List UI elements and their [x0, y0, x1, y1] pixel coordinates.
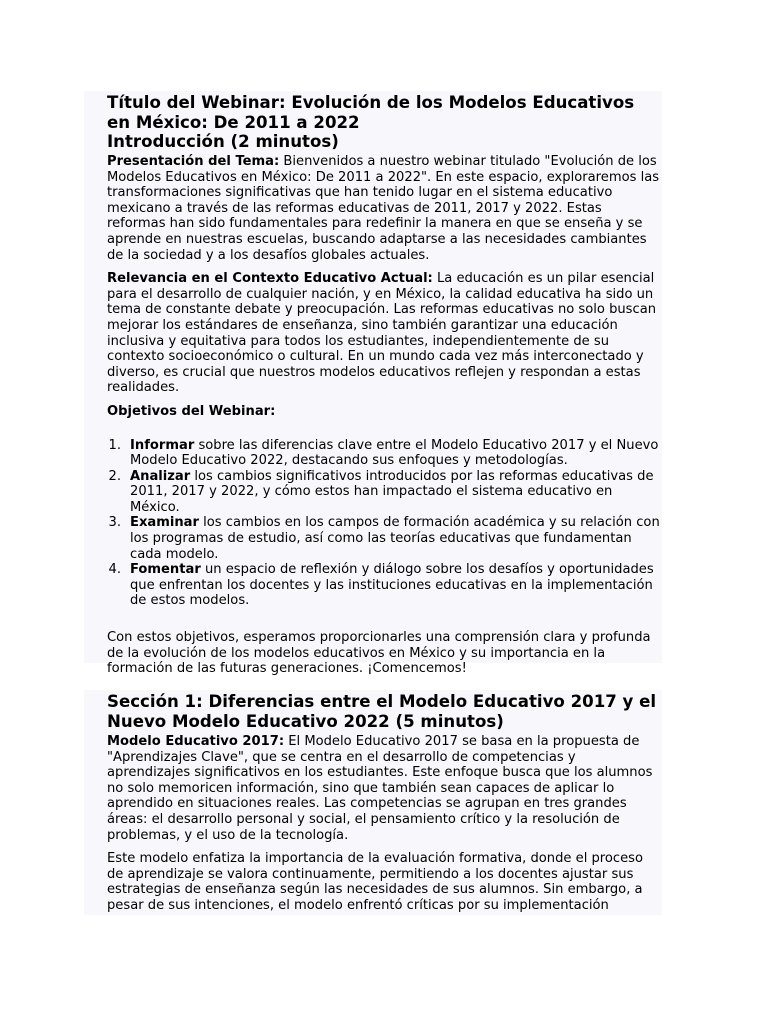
model2017-paragraph — [107, 734, 660, 843]
intro-block — [84, 91, 662, 677]
webinar-title: Título del Webinar: Evolución de los Modelos Educativos en México: De 2011 a 2022 — [107, 93, 635, 132]
model2017-label: Modelo Educativo 2017: — [107, 734, 285, 749]
intro-heading: Introducción (2 minutos) — [107, 132, 339, 151]
objectives-title: Objetivos del Webinar: — [107, 403, 276, 419]
objectives-list — [107, 438, 660, 610]
section1-block — [84, 690, 662, 915]
closing-paragraph: Con estos objetivos, esperamos proporcionarles una comprensión clara y profunda de la evolución de los modelos educativos en México y su importancia en la formación de las futuras generaciones. ¡Comencemos! — [107, 630, 651, 677]
evaluation-paragraph: Este modelo enfatiza la importancia de la evaluación formativa, donde el proceso de aprendizaje se valora continuamente, permitiendo a los docentes ajustar sus estrategias de enseñanza según las necesidades de sus alumnos. Sin embargo, a pesar de sus intenciones, el modelo enfrentó críticas por su implementación — [107, 851, 643, 913]
list-item: 4. Fomentar un espacio de reflexión y diálogo sobre los desafíos y oportunidades que enfrentan los docentes y las instituciones educativas en la implementación de estos modelos. — [108, 562, 654, 609]
list-item: 1. Informar sobre las diferencias clave entre el Modelo Educativo 2017 y el Nuevo Modelo Educativo 2022, destacando sus enfoques y metodologías. — [108, 437, 659, 469]
presentation-text: Bienvenidos a nuestro webinar titulado "Evolución de los Modelos Educativos en México: De 2011 a 2022". En este espacio, exploraremos las transformaciones significativas que han tenido lugar en el sistema educativo mexicano a través de las reformas educativas de 2011, 2017 y 2022. Estas reformas han sido fundamentales para redefinir la manera en que se enseña y se aprende en nuestras escuelas, buscando adaptarse a las necesidades cambiantes de la sociedad y a los desafíos globales actuales. — [107, 154, 660, 263]
presentation-paragraph — [107, 154, 660, 263]
section1-heading: Sección 1: Diferencias entre el Modelo Educativo 2017 y el Nuevo Modelo Educativo 2022 (5 minutos) — [107, 692, 657, 731]
relevance-label: Relevancia en el Contexto Educativo Actual: — [107, 271, 433, 287]
model2017-text: El Modelo Educativo 2017 se basa en la propuesta de "Aprendizajes Clave", que se centra en el desarrollo de competencias y aprendizajes significativos en los estudiantes. Este enfoque busca que los alumnos no solo memoricen información, sino que también sean capaces de aplicar lo aprendido en situaciones reales. Las competencias se agrupan en tres grandes áreas: el desarrollo personal y social, el pensamiento crítico y la resolución de problemas, y el uso de la tecnología. — [107, 734, 653, 843]
list-item: 3. Examinar los cambios en los campos de formación académica y su relación con los programas de estudio, así como las teorías educativas que fundamentan cada modelo. — [108, 515, 660, 562]
presentation-label: Presentación del Tema: — [107, 154, 280, 169]
relevance-text: La educación es un pilar esencial para el desarrollo de cualquier nación, y en México, la calidad educativa ha sido un tema de constante debate y preocupación. Las reformas educativas no solo buscan mejorar los estándares de enseñanza, sino también garantizar una educación inclusiva y equitativa para todos los estudiantes, independientemente de su contexto socioeconómico o cultural. En un mundo cada vez más interconectado y diverso, es crucial que nuestros modelos educativos reflejen y respondan a estas realidades. — [107, 271, 657, 396]
relevance-paragraph — [107, 271, 660, 396]
list-item: 2. Analizar los cambios significativos introducidos por las reformas educativas de 2011, 2017 y 2022, y cómo estos han impactado el sistema educativo en México. — [108, 468, 654, 515]
